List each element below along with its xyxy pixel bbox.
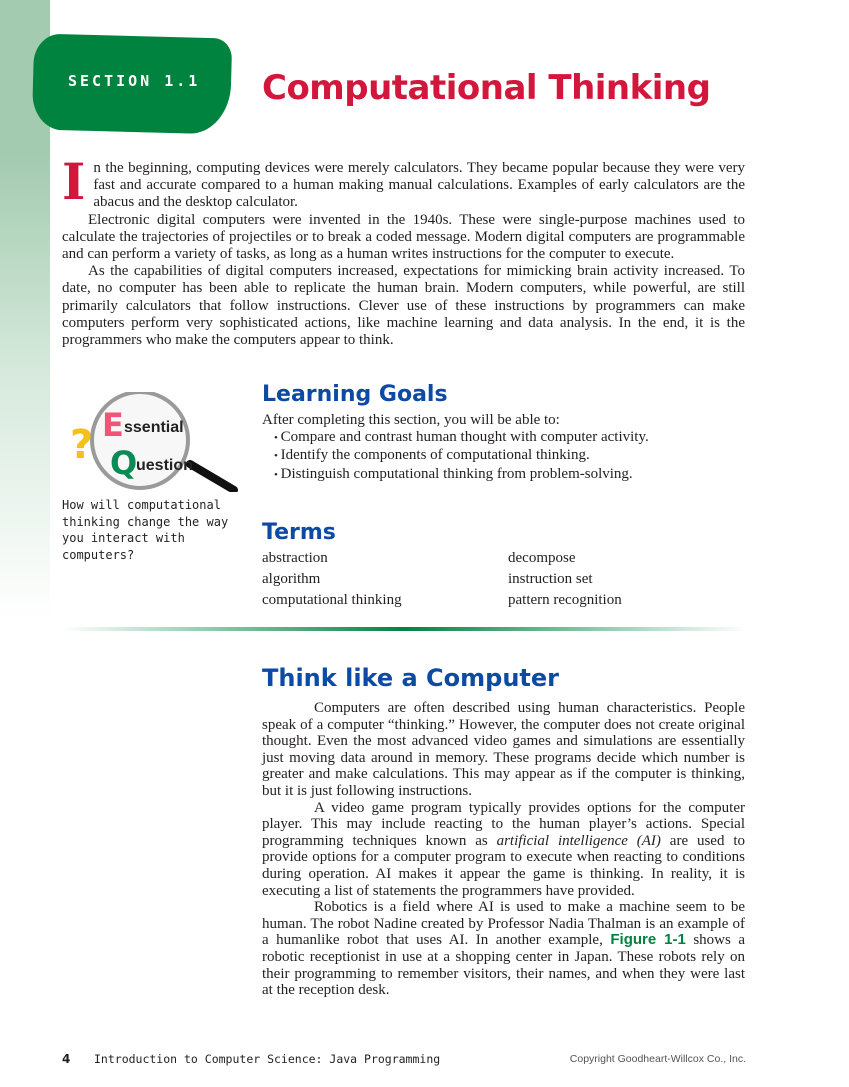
magnifier-handle-icon xyxy=(190,464,234,490)
svg-text:E: E xyxy=(102,406,124,444)
learning-goals-list xyxy=(262,429,742,484)
intro-text xyxy=(62,152,745,349)
terms-list xyxy=(262,550,752,609)
think-text xyxy=(262,700,745,999)
book-title: Introduction to Computer Science: Java Programming xyxy=(94,1052,441,1066)
intro-paragraph: As the capabilities of digital computers increased, expectations for mimicking brain activity increased. To date, no computer has been able to replicate the human brain. Modern computers, while powerful, are still primarily calculators that follow instructions. Clever use of these instructions by programmers can make computers perform very sophisticated actions, like machine learning and data analysis. In the end, it is the programmers who make the computers appear to think. xyxy=(62,263,745,349)
intro-paragraph: Electronic digital computers were invented in the 1940s. These were single-purpose machines used to calculate the trajectories of projectiles or to break a coded message. Modern digital computers are programmable and can perform a variety of tasks, as long as a human writes instructions for the computer to execute. xyxy=(62,211,745,263)
svg-text:Q: Q xyxy=(110,444,138,482)
page-number: 4 xyxy=(62,1052,71,1066)
think-paragraph xyxy=(262,800,745,900)
learning-goals-heading: Learning Goals xyxy=(262,382,448,407)
goal-item: • Distinguish computational thinking from problem-solving. xyxy=(274,466,742,484)
term: algorithm xyxy=(262,570,321,587)
term: abstraction xyxy=(262,550,328,566)
page-title: Computational Thinking xyxy=(262,68,711,108)
think-paragraph xyxy=(262,899,745,999)
think-paragraph: Computers are often described using human characteristics. People speak of a computer “thinking.” However, the computer does not create original thought. Even the most advanced video games and simulations are essentially just moving data around in memory. These programs decide which number is greater and make calculations. This may appear as if the computer is thinking, but it is just following instructions. xyxy=(262,700,745,799)
goal-item: • Compare and contrast human thought with computer activity. xyxy=(274,429,742,447)
section-divider xyxy=(62,627,747,631)
learning-goals xyxy=(262,412,742,484)
term: pattern recognition xyxy=(508,591,622,608)
intro-p1-text: n the beginning, computing devices were merely calculators. They became popular because they were very fast and accurate compared to a human making manual calculations. Examples of early calculators are the abacus and the desktop calculator. xyxy=(93,160,745,211)
svg-text:?: ? xyxy=(70,422,94,468)
text: A video game program typically provides options for the computer player. This may include reacting to the human player’s actions. Special programming techniques known as xyxy=(262,799,745,849)
text: Robotics is a field where AI is used to make a machine seem to be human. The robot Nadine created by Professor Nadia Thalman is an example of a humanlike robot that uses AI. In another example, xyxy=(262,899,745,949)
learning-goals-lead: After completing this section, you will be able to: xyxy=(262,412,560,428)
copyright: Copyright Goodheart-Willcox Co., Inc. xyxy=(569,1053,746,1065)
text: are used to provide options for a computer program to execute when reacting to conditions during operation. AI makes it appear the game is thinking. In reality, it is executing a list of statements the programmers have provided. xyxy=(262,832,745,899)
key-term: artificial intelligence (AI) xyxy=(496,832,661,849)
section-label: SECTION 1.1 xyxy=(68,72,201,90)
text: shows a robotic receptionist in use at a shopping center in Japan. These robots rely on their programming to remember visitors, their names, and when they were last at the reception desk. xyxy=(262,932,746,999)
essential-question-text: How will computational thinking change the way you interact with computers? xyxy=(62,498,229,562)
terms-heading: Terms xyxy=(262,520,336,545)
term: decompose xyxy=(508,550,576,566)
svg-text:ssential: ssential xyxy=(124,419,184,436)
figure-reference-link[interactable]: Figure 1-1 xyxy=(610,931,686,949)
essential-question-logo xyxy=(62,392,242,492)
goal-item: • Identify the components of computational thinking. xyxy=(274,447,742,465)
svg-text:uestion: uestion xyxy=(136,457,193,474)
drop-cap: I xyxy=(62,152,86,211)
term: instruction set xyxy=(508,570,593,587)
intro-paragraph xyxy=(62,152,745,212)
think-heading: Think like a Computer xyxy=(262,664,559,692)
term: computational thinking xyxy=(262,591,402,608)
